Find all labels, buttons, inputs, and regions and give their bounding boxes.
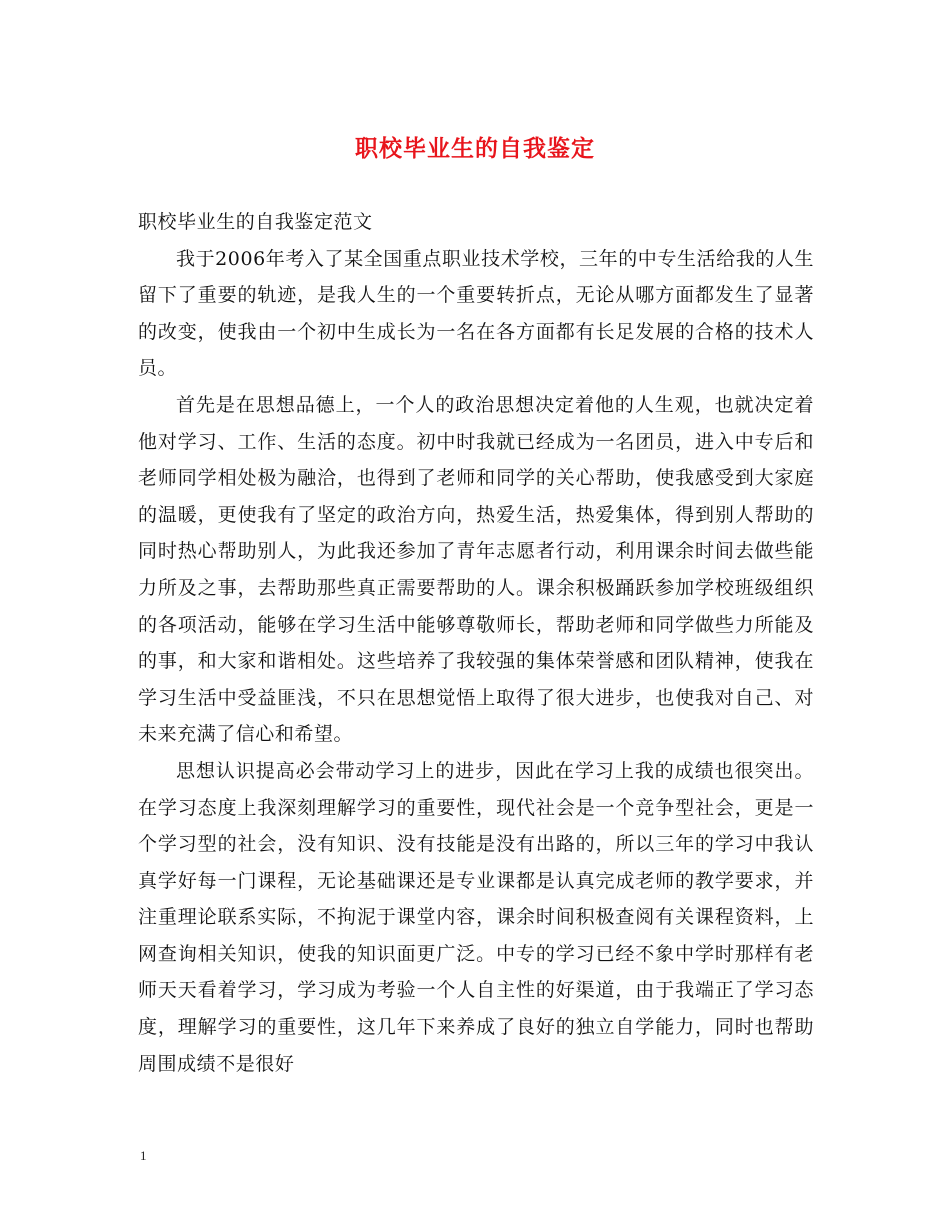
page-number: 1 xyxy=(140,1148,147,1163)
document-subtitle: 职校毕业生的自我鉴定范文 xyxy=(138,211,373,233)
document-body xyxy=(138,204,814,1082)
paragraph-3: 思想认识提高必会带动学习上的进步，因此在学习上我的成绩也很突出。在学习态度上我深刻理解学习的重要性，现代社会是一个竞争型社会，更是一个学习型的社会，没有知识、没有技能是没有出路的，所以三年的学习中我认真学好每一门课程，无论基础课还是专业课都是认真完成老师的教学要求，并注重理论联系实际，不拘泥于课堂内容，课余时间积极查阅有关课程资料，上网查询相关知识，使我的知识面更广泛。中专的学习已经不象中学时那样有老师天天看着学习，学习成为考验一个人自主性的好渠道，由于我端正了学习态度，理解学习的重要性，这几年下来养成了良好的独立自学能力，同时也帮助周围成绩不是很好 xyxy=(138,759,814,1075)
paragraph-2: 首先是在思想品德上，一个人的政治思想决定着他的人生观，也就决定着他对学习、工作、生活的态度。初中时我就已经成为一名团员，进入中专后和老师同学相处极为融洽，也得到了老师和同学的关心帮助，使我感受到大家庭的温暖，更使我有了坚定的政治方向，热爱生活，热爱集体，得到别人帮助的同时热心帮助别人，为此我还参加了青年志愿者行动，利用课余时间去做些能力所及之事，去帮助那些真正需要帮助的人。课余积极踊跃参加学校班级组织的各项活动，能够在学习生活中能够尊敬师长，帮助老师和同学做些力所能及的事，和大家和谐相处。这些培养了我较强的集体荣誉感和团队精神，使我在学习生活中受益匪浅，不只在思想觉悟上取得了很大进步，也使我对自己、对未来充满了信心和希望。 xyxy=(138,393,814,746)
document-title: 职校毕业生的自我鉴定 xyxy=(355,135,595,162)
paragraph-1: 我于2006年考入了某全国重点职业技术学校，三年的中专生活给我的人生留下了重要的轨迹，是我人生的一个重要转折点，无论从哪方面都发生了显著的改变，使我由一个初中生成长为一名在各方面都有长足发展的合格的技术人员。 xyxy=(138,247,814,380)
